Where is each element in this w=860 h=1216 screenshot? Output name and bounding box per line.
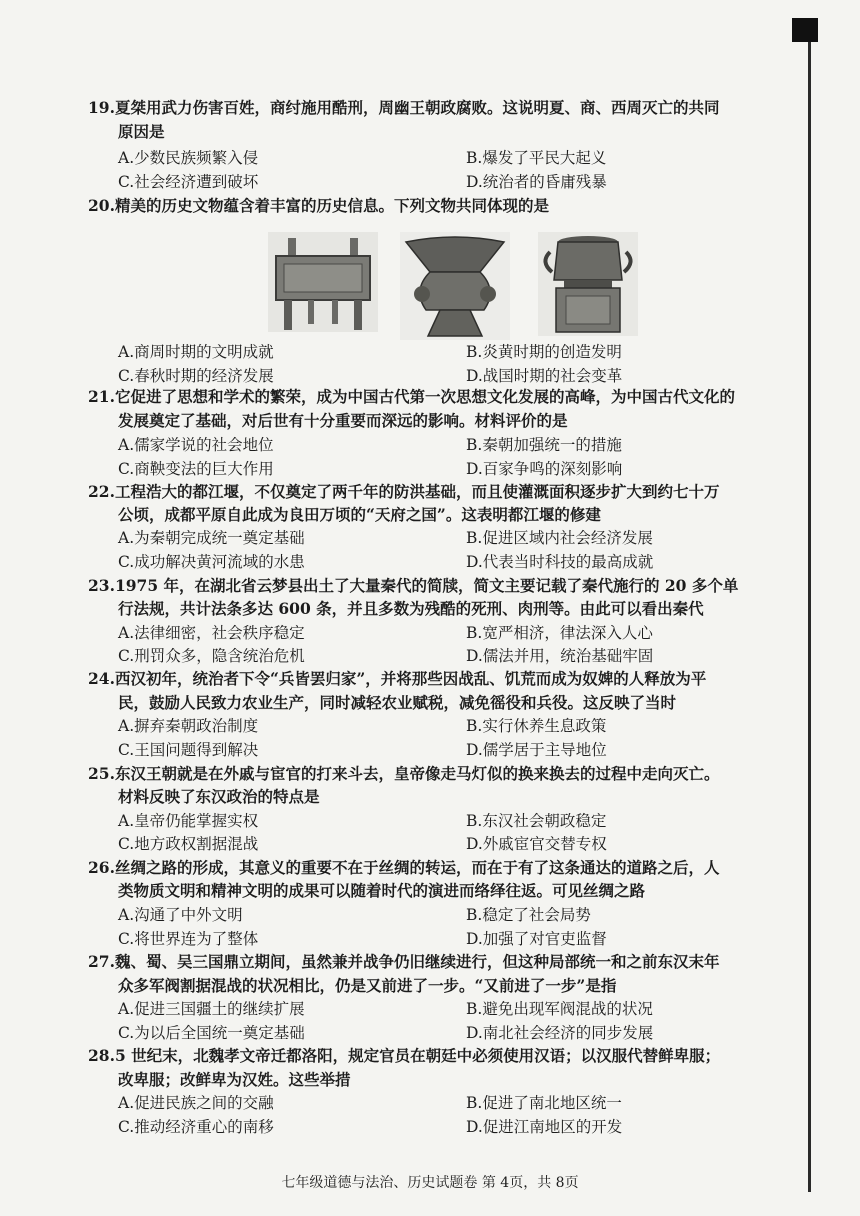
bronze-zun-image [400, 232, 510, 340]
q26-option-c[interactable]: C.将世界连为了整体 [118, 930, 259, 948]
q24-option-a[interactable]: A.摒弃秦朝政治制度 [118, 717, 259, 735]
q28-option-c[interactable]: C.推动经济重心的南移 [118, 1118, 274, 1136]
q24-stem-line1: 24.西汉初年，统治者下令“兵皆罢归家”，并将那些因战乱、饥荒而成为奴婢的人释放为平 [88, 669, 707, 688]
q28-option-a[interactable]: A.促进民族之间的交融 [118, 1094, 274, 1112]
page-footer: 七年级道德与法治、历史试题卷 第 4页，共 8页 [281, 1175, 579, 1191]
q23-option-c[interactable]: C.刑罚众多，隐含统治危机 [118, 647, 305, 665]
q20-option-a[interactable]: A.商周时期的文明成就 [118, 343, 274, 361]
q21-option-b[interactable]: B.秦朝加强统一的措施 [466, 436, 622, 454]
q19-option-d[interactable]: D.统治者的昏庸残暴 [466, 173, 607, 191]
q21-option-c[interactable]: C.商鞅变法的巨大作用 [118, 460, 274, 478]
margin-line [808, 42, 811, 1192]
q22-option-a[interactable]: A.为秦朝完成统一奠定基础 [118, 529, 305, 547]
q22-option-c[interactable]: C.成功解决黄河流域的水患 [118, 553, 305, 571]
corner-registration-mark [792, 18, 818, 42]
q27-option-a[interactable]: A.促进三国疆土的继续扩展 [118, 1000, 305, 1018]
q28-option-b[interactable]: B.促进了南北地区统一 [466, 1094, 622, 1112]
q20-stem-line1: 20.精美的历史文物蕴含着丰富的历史信息。下列文物共同体现的是 [88, 196, 549, 215]
q23-option-d[interactable]: D.儒法并用，统治基础牢固 [466, 647, 654, 665]
q27-option-c[interactable]: C.为以后全国统一奠定基础 [118, 1024, 305, 1042]
q28-stem-line1: 28.5 世纪末，北魏孝文帝迁都洛阳，规定官员在朝廷中必须使用汉语；以汉服代替鲜卑服； [88, 1046, 721, 1065]
q20-option-b[interactable]: B.炎黄时期的创造发明 [466, 343, 622, 361]
q26-option-b[interactable]: B.稳定了社会局势 [466, 906, 591, 924]
q24-stem-line2: 民，鼓励人民致力农业生产，同时减轻农业赋税，减免徭役和兵役。这反映了当时 [118, 693, 677, 712]
q26-stem-line1: 26.丝绸之路的形成，其意义的重要不在于丝绸的转运，而在于有了这条通达的道路之后，人 [88, 858, 720, 877]
q27-stem-line1: 27.魏、蜀、吴三国鼎立期间，虽然兼并战争仍旧继续进行，但这种局部统一和之前东汉末年 [88, 952, 720, 971]
q26-option-d[interactable]: D.加强了对官吏监督 [466, 930, 607, 948]
q25-stem-line2: 材料反映了东汉政治的特点是 [118, 787, 320, 806]
q25-option-d[interactable]: D.外戚宦官交替专权 [466, 835, 607, 853]
q23-option-a[interactable]: A.法律细密，社会秩序稳定 [118, 624, 305, 642]
q28-option-d[interactable]: D.促进江南地区的开发 [466, 1118, 623, 1136]
q20-option-d[interactable]: D.战国时期的社会变革 [466, 367, 623, 385]
q22-option-b[interactable]: B.促进区域内社会经济发展 [466, 529, 653, 547]
q19-option-b[interactable]: B.爆发了平民大起义 [466, 149, 607, 167]
q24-option-c[interactable]: C.王国问题得到解决 [118, 741, 259, 759]
q21-stem-line2: 发展奠定了基础，对后世有十分重要而深远的影响。材料评价的是 [118, 411, 568, 430]
q21-option-a[interactable]: A.儒家学说的社会地位 [118, 436, 274, 454]
q27-stem-line2: 众多军阀割据混战的状况相比，仍是又前进了一步。“又前进了一步”是指 [118, 976, 617, 995]
q19-option-c[interactable]: C.社会经济遭到破坏 [118, 173, 259, 191]
q27-option-d[interactable]: D.南北社会经济的同步发展 [466, 1024, 654, 1042]
q24-option-b[interactable]: B.实行休养生息政策 [466, 717, 607, 735]
q25-stem-line1: 25.东汉王朝就是在外戚与宦官的打来斗去，皇帝像走马灯似的换来换去的过程中走向灭亡。 [88, 764, 720, 783]
q23-stem-line2: 行法规，共计法条多达 600 条，并且多数为残酷的死刑、肉刑等。由此可以看出秦代 [118, 599, 704, 618]
q22-stem-line1: 22.工程浩大的都江堰，不仅奠定了两千年的防洪基础，而且使灌溉面积逐步扩大到约七十万 [88, 482, 720, 501]
q22-option-d[interactable]: D.代表当时科技的最高成就 [466, 553, 654, 571]
q22-stem-line2: 公顷，成都平原自此成为良田万顷的“天府之国”。这表明都江堰的修建 [118, 505, 601, 524]
q26-option-a[interactable]: A.沟通了中外文明 [118, 906, 243, 924]
q19-stem-line2: 原因是 [118, 122, 165, 141]
q23-stem-line1: 23.1975 年，在湖北省云梦县出土了大量秦代的简牍，简文主要记载了秦代施行的 20 多个单 [88, 576, 739, 595]
q21-option-d[interactable]: D.百家争鸣的深刻影响 [466, 460, 623, 478]
bronze-gui-image [538, 232, 638, 336]
bronze-ding-image [268, 232, 378, 332]
q25-option-a[interactable]: A.皇帝仍能掌握实权 [118, 812, 259, 830]
q25-option-b[interactable]: B.东汉社会朝政稳定 [466, 812, 607, 830]
q25-option-c[interactable]: C.地方政权割据混战 [118, 835, 259, 853]
q19-stem-line1: 19.夏桀用武力伤害百姓，商纣施用酷刑，周幽王朝政腐败。这说明夏、商、西周灭亡的共同 [88, 98, 720, 117]
q28-stem-line2: 改卑服；改鲜卑为汉姓。这些举措 [118, 1070, 351, 1089]
q23-option-b[interactable]: B.宽严相济，律法深入人心 [466, 624, 653, 642]
q26-stem-line2: 类物质文明和精神文明的成果可以随着时代的演进而络绎往返。可见丝绸之路 [118, 881, 646, 900]
q21-stem-line1: 21.它促进了思想和学术的繁荣，成为中国古代第一次思想文化发展的高峰，为中国古代文化的 [88, 387, 735, 406]
q24-option-d[interactable]: D.儒学居于主导地位 [466, 741, 607, 759]
q27-option-b[interactable]: B.避免出现军阀混战的状况 [466, 1000, 653, 1018]
q19-option-a[interactable]: A.少数民族频繁入侵 [118, 149, 259, 167]
q20-option-c[interactable]: C.春秋时期的经济发展 [118, 367, 274, 385]
